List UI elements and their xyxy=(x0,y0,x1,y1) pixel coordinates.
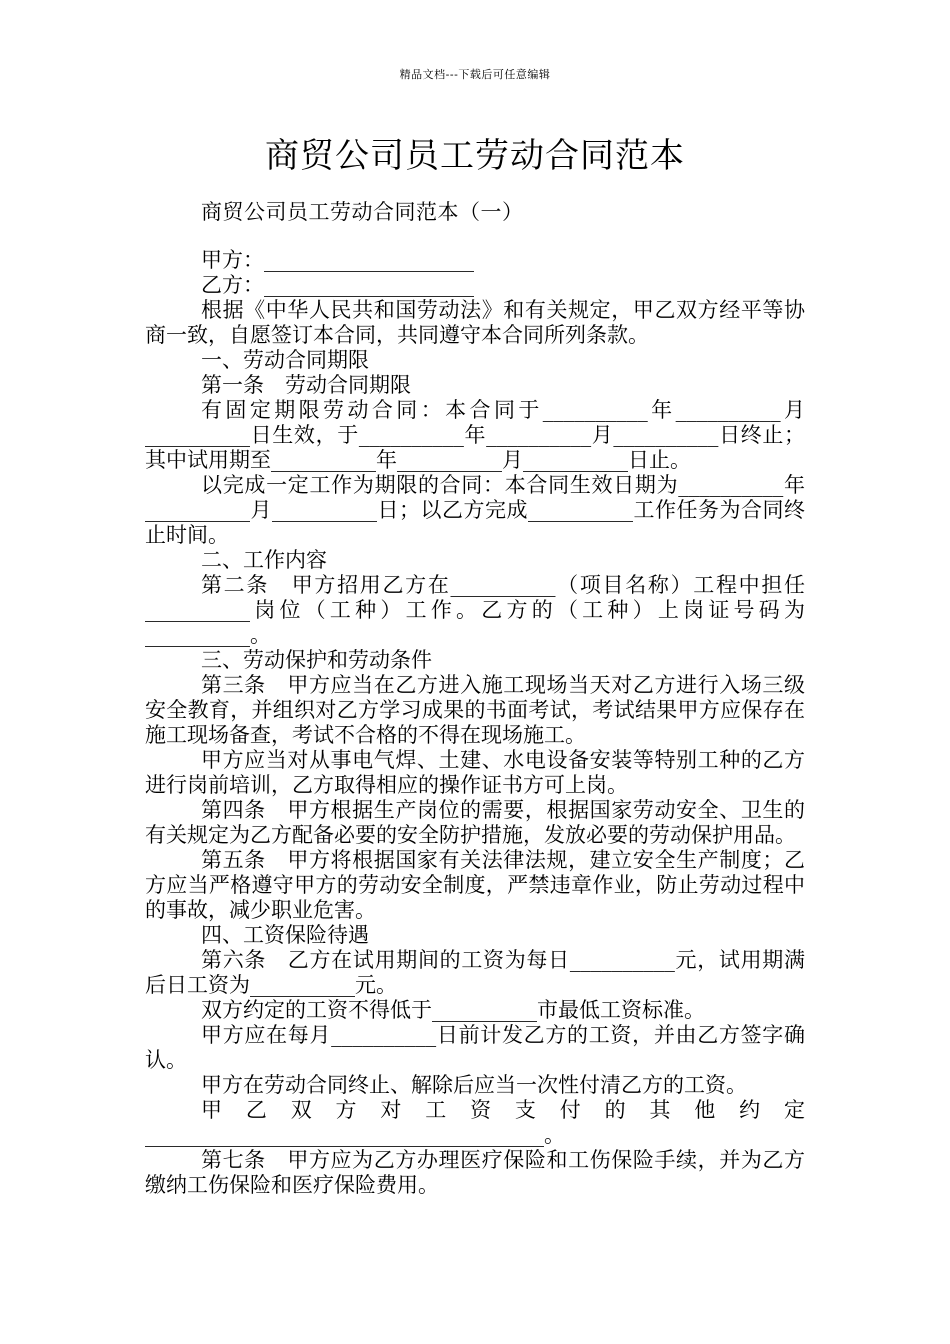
preamble-paragraph: 根据《中华人民共和国劳动法》和有关规定，甲乙双方经平等协商一致，自愿签订本合同，共同遵守本合同所列条款。 xyxy=(145,298,805,347)
section-heading-term: 一、劳动合同期限 xyxy=(201,348,369,372)
party-b-line: 乙方：____________________ xyxy=(201,273,474,297)
section-heading-work: 二、工作内容 xyxy=(201,548,327,572)
article-4-paragraph: 第四条 甲方根据生产岗位的需要，根据国家劳动安全、卫生的有关规定为乙方配备必要的安全防护措施，发放必要的劳动保护用品。 xyxy=(145,798,805,847)
party-a-line: 甲方：____________________ xyxy=(201,248,474,272)
task-term-paragraph: 以完成一定工作为期限的合同：本合同生效日期为__________年__________月__________日；以乙方完成__________工作任务为合同终止时间。 xyxy=(145,473,805,547)
final-pay-paragraph: 甲方在劳动合同终止、解除后应当一次性付清乙方的工资。 xyxy=(201,1073,747,1097)
article-7-paragraph: 第七条 甲方应为乙方办理医疗保险和工伤保险手续，并为乙方缴纳工伤保险和医疗保险费用。 xyxy=(145,1148,805,1197)
article-5-paragraph: 第五条 甲方将根据国家有关法律法规，建立安全生产制度；乙方应当严格遵守甲方的劳动安全制度，严禁违章作业，防止劳动过程中的事故，减少职业危害。 xyxy=(145,848,805,922)
document-subtitle: 商贸公司员工劳动合同范本（一） xyxy=(201,200,524,224)
article-1-heading: 第一条 劳动合同期限 xyxy=(201,373,411,397)
document-body xyxy=(145,248,805,1198)
article-3-paragraph: 第三条 甲方应当在乙方进入施工现场当天对乙方进行入场三级安全教育，并组织对乙方学习成果的书面考试，考试结果甲方应保存在施工现场备查，考试不合格的不得在现场施工。 xyxy=(145,673,805,747)
other-wage-terms-paragraph: 甲乙双方对工资支付的其他约定______________________________________。 xyxy=(145,1098,805,1147)
document-title: 商贸公司员工劳动合同范本 xyxy=(265,136,685,176)
training-paragraph: 甲方应当对从事电气焊、土建、水电设备安装等特别工种的乙方进行岗前培训，乙方取得相应的操作证书方可上岗。 xyxy=(145,748,805,797)
article-2-paragraph: 第二条 甲方招用乙方在__________（项目名称）工程中担任__________岗位（工种）工作。乙方的（工种）上岗证号码为__________。 xyxy=(145,573,805,647)
payday-paragraph: 甲方应在每月__________日前计发乙方的工资，并由乙方签字确认。 xyxy=(145,1023,805,1072)
header-note: 精品文档---下载后可任意编辑 xyxy=(399,68,551,81)
fixed-term-paragraph: 有固定期限劳动合同：本合同于__________年__________月__________日生效，于__________年__________月__________日终止；其中试用期至__________年__________月__________日止。 xyxy=(145,398,805,472)
section-heading-wages: 四、工资保险待遇 xyxy=(201,923,369,947)
section-heading-protection: 三、劳动保护和劳动条件 xyxy=(201,648,432,672)
article-6-paragraph: 第六条 乙方在试用期间的工资为每日__________元，试用期满后日工资为__________元。 xyxy=(145,948,805,997)
minimum-wage-paragraph: 双方约定的工资不得低于__________市最低工资标准。 xyxy=(201,998,705,1022)
